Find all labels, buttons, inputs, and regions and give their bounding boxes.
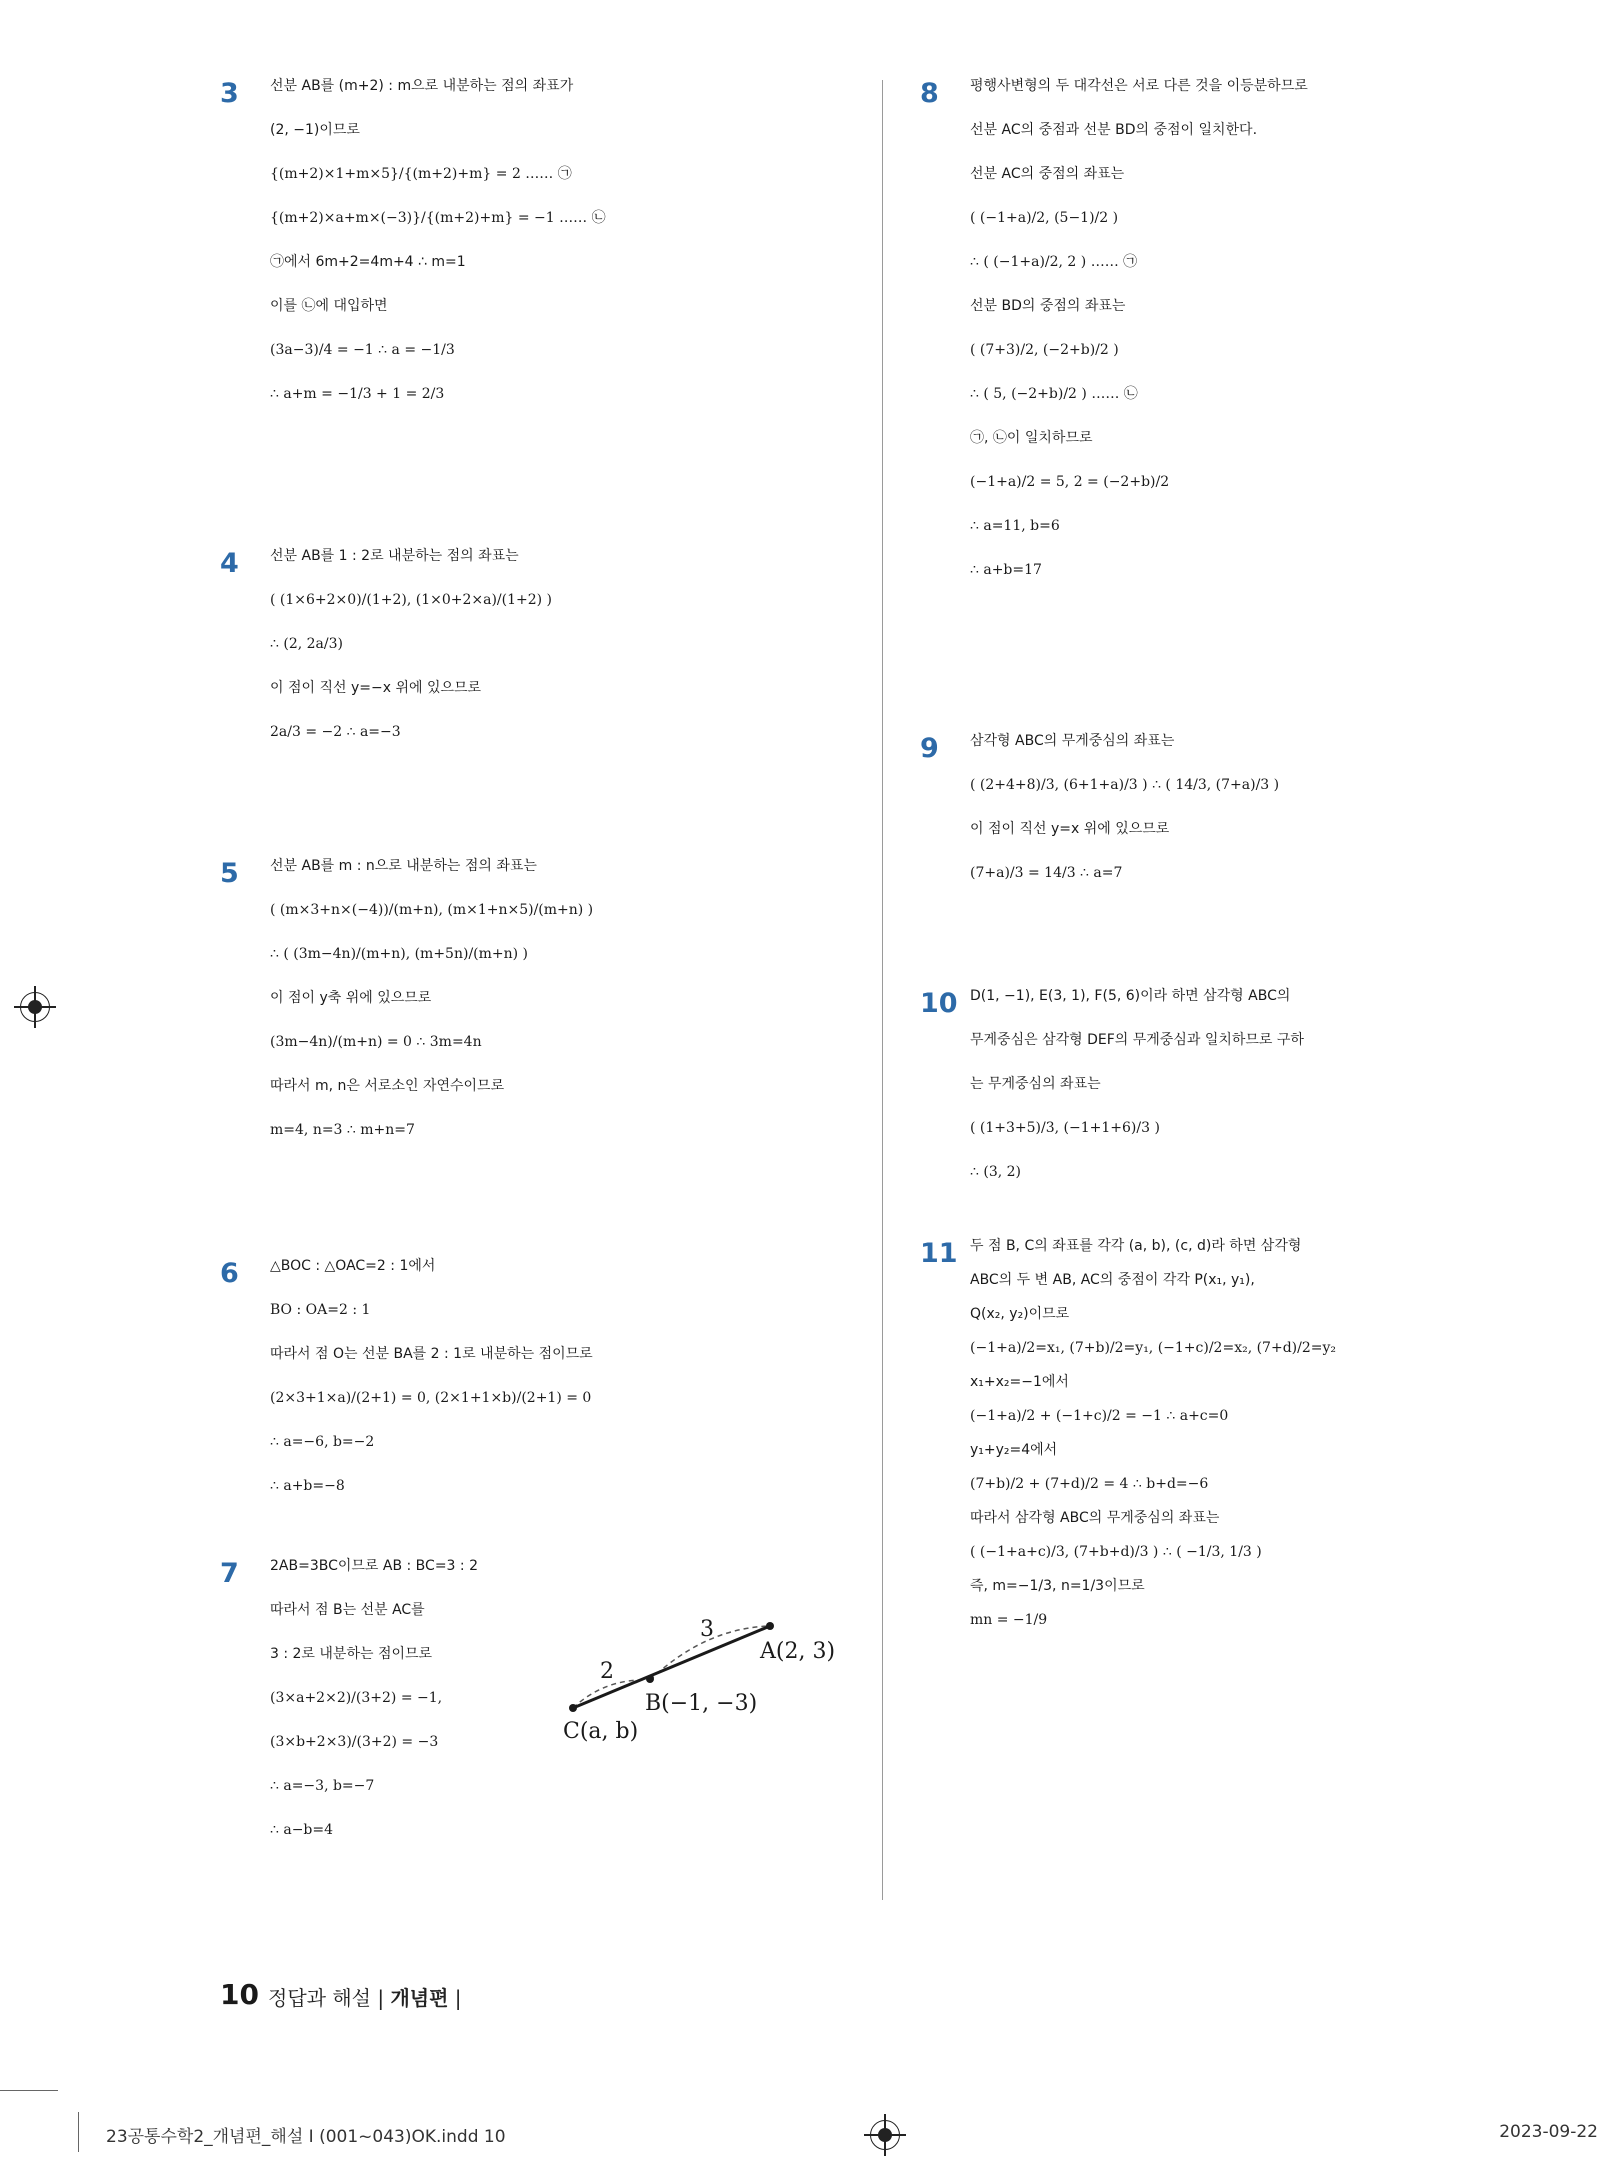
solution-line: ∴ a−b=4 <box>270 1822 334 1838</box>
problem-solution <box>270 858 860 1166</box>
solution-line: (7+b)/2 + (7+d)/2 = 4 ∴ b+d=−6 <box>970 1476 1209 1492</box>
solution-line: 따라서 삼각형 ABC의 무게중심의 좌표는 <box>970 1510 1220 1526</box>
solution-line: 는 무게중심의 좌표는 <box>970 1076 1101 1092</box>
solution-line: (3a−3)/4 = −1 ∴ a = −1/3 <box>270 342 455 358</box>
problem-solution <box>970 988 1560 1208</box>
label-point-b: B(−1, −3) <box>645 1691 758 1716</box>
solution-line: 따라서 점 O는 선분 BA를 2 : 1로 내분하는 점이므로 <box>270 1346 593 1362</box>
solution-line: (−1+a)/2=x₁, (7+b)/2=y₁, (−1+c)/2=x₂, (7+d)/2=y₂ <box>970 1340 1336 1356</box>
solution-line: Q(x₂, y₂)이므로 <box>970 1306 1070 1322</box>
solution-line: 선분 AC의 중점의 좌표는 <box>970 166 1125 182</box>
solution-line: BO : OA=2 : 1 <box>270 1302 371 1318</box>
solution-line: ( (1+3+5)/3, (−1+1+6)/3 ) <box>970 1120 1160 1136</box>
solution-line: 선분 BD의 중점의 좌표는 <box>970 298 1126 314</box>
problem-solution <box>270 1258 860 1522</box>
page-number: 10 <box>220 1978 259 2011</box>
solution-line: (−1+a)/2 + (−1+c)/2 = −1 ∴ a+c=0 <box>970 1408 1229 1424</box>
solution-line: 평행사변형의 두 대각선은 서로 다른 것을 이등분하므로 <box>970 78 1308 94</box>
slug-date: 2023-09-22 <box>1499 2122 1598 2142</box>
ratio-label-3: 3 <box>700 1617 714 1642</box>
solution-line: (2×3+1×a)/(2+1) = 0, (2×1+1×b)/(2+1) = 0 <box>270 1390 592 1406</box>
solution-line: ABC의 두 변 AB, AC의 중점이 각각 P(x₁, y₁), <box>970 1272 1255 1288</box>
problem-solution <box>970 733 1560 909</box>
footer-label: 정답과 해설 | 개념편 | <box>268 1986 462 2010</box>
solution-line: ∴ a=−3, b=−7 <box>270 1778 375 1794</box>
solution-line: 이 점이 직선 y=−x 위에 있으므로 <box>270 680 482 696</box>
problem-number: 3 <box>220 78 239 109</box>
footer-title: 정답과 해설 <box>268 1986 371 2010</box>
problem-solution <box>270 548 860 768</box>
point-c <box>569 1704 577 1712</box>
slug-filename: 23공통수학2_개념편_해설 I (001~043)OK.indd 10 <box>106 2127 506 2147</box>
solution-line: ∴ a=−6, b=−2 <box>270 1434 375 1450</box>
solution-line: x₁+x₂=−1에서 <box>970 1374 1069 1390</box>
segment-diagram <box>555 1608 855 1748</box>
registration-mark-icon <box>870 2120 900 2150</box>
solution-line: y₁+y₂=4에서 <box>970 1442 1058 1458</box>
footer-section: 개념편 <box>390 1986 449 2010</box>
column-divider <box>882 80 883 1900</box>
solution-line: 선분 AB를 m : n으로 내분하는 점의 좌표는 <box>270 858 537 874</box>
solution-line: ( (1×6+2×0)/(1+2), (1×0+2×a)/(1+2) ) <box>270 592 553 608</box>
solution-line: ∴ a=11, b=6 <box>970 518 1060 534</box>
label-point-c: C(a, b) <box>563 1719 639 1744</box>
solution-line: (7+a)/3 = 14/3 ∴ a=7 <box>970 865 1123 881</box>
solution-line: 무게중심은 삼각형 DEF의 무게중심과 일치하므로 구하 <box>970 1032 1304 1048</box>
solution-line: 이 점이 y축 위에 있으므로 <box>270 990 432 1006</box>
problem-number: 10 <box>920 988 958 1019</box>
solution-line: ∴ a+m = −1/3 + 1 = 2/3 <box>270 386 445 402</box>
problem-number: 5 <box>220 858 239 889</box>
solution-line: ∴ (2, 2a/3) <box>270 636 343 652</box>
solution-line: (2, −1)이므로 <box>270 122 360 138</box>
solution-line: 두 점 B, C의 좌표를 각각 (a, b), (c, d)라 하면 삼각형 <box>970 1238 1302 1254</box>
problem-number: 11 <box>920 1238 958 1269</box>
solution-line: ㉠에서 6m+2=4m+4 ∴ m=1 <box>270 254 466 270</box>
problem-solution <box>970 78 1560 606</box>
problem-number: 4 <box>220 548 239 579</box>
solution-line: (3×a+2×2)/(3+2) = −1, <box>270 1690 443 1706</box>
solution-line: D(1, −1), E(3, 1), F(5, 6)이라 하면 삼각형 ABC의 <box>970 988 1291 1004</box>
registration-mark-icon <box>20 992 50 1022</box>
solution-line: 3 : 2로 내분하는 점이므로 <box>270 1646 433 1662</box>
slug-rule <box>0 2090 58 2091</box>
problem-number: 8 <box>920 78 939 109</box>
solution-line: m=4, n=3 ∴ m+n=7 <box>270 1122 415 1138</box>
problem-solution <box>970 1238 1560 1646</box>
problem-solution <box>270 78 860 430</box>
solution-line: ( (2+4+8)/3, (6+1+a)/3 ) ∴ ( 14/3, (7+a)/3 ) <box>970 777 1280 793</box>
solution-line: ∴ (3, 2) <box>970 1164 1021 1180</box>
solution-line: (−1+a)/2 = 5, 2 = (−2+b)/2 <box>970 474 1170 490</box>
solution-line: (3m−4n)/(m+n) = 0 ∴ 3m=4n <box>270 1034 482 1050</box>
solution-line: 선분 AB를 1 : 2로 내분하는 점의 좌표는 <box>270 548 519 564</box>
solution-line: ( (−1+a)/2, (5−1)/2 ) <box>970 210 1119 226</box>
solution-line: (3×b+2×3)/(3+2) = −3 <box>270 1734 439 1750</box>
solution-line: ( (7+3)/2, (−2+b)/2 ) <box>970 342 1119 358</box>
solution-line: △BOC : △OAC=2 : 1에서 <box>270 1258 436 1274</box>
solution-line: ∴ a+b=−8 <box>270 1478 345 1494</box>
solution-line: {(m+2)×1+m×5}/{(m+2)+m} = 2 …… ㉠ <box>270 166 572 182</box>
solution-line: 선분 AC의 중점과 선분 BD의 중점이 일치한다. <box>970 122 1258 138</box>
solution-line: 선분 AB를 (m+2) : m으로 내분하는 점의 좌표가 <box>270 78 574 94</box>
solution-line: 2AB=3BC이므로 AB : BC=3 : 2 <box>270 1558 478 1574</box>
problem-number: 9 <box>920 733 939 764</box>
solution-line: 2a/3 = −2 ∴ a=−3 <box>270 724 401 740</box>
label-point-a: A(2, 3) <box>760 1639 836 1664</box>
solution-line: ㉠, ㉡이 일치하므로 <box>970 430 1093 446</box>
point-b <box>646 1675 654 1683</box>
problem-number: 7 <box>220 1558 239 1589</box>
solution-line: 따라서 점 B는 선분 AC를 <box>270 1602 425 1618</box>
solution-line: ∴ ( (3m−4n)/(m+n), (m+5n)/(m+n) ) <box>270 946 529 962</box>
solution-line: mn = −1/9 <box>970 1612 1048 1628</box>
solution-line: 이를 ㉡에 대입하면 <box>270 298 388 314</box>
ratio-label-2: 2 <box>600 1659 614 1684</box>
solution-line: 이 점이 직선 y=x 위에 있으므로 <box>970 821 1170 837</box>
solution-line: {(m+2)×a+m×(−3)}/{(m+2)+m} = −1 …… ㉡ <box>270 210 606 226</box>
problem-number: 6 <box>220 1258 239 1289</box>
slug-crop-mark <box>78 2112 79 2152</box>
solution-line: ( (−1+a+c)/3, (7+b+d)/3 ) ∴ ( −1/3, 1/3 ) <box>970 1544 1262 1560</box>
solution-line: 따라서 m, n은 서로소인 자연수이므로 <box>270 1078 505 1094</box>
solution-line: ∴ a+b=17 <box>970 562 1042 578</box>
solution-line: 즉, m=−1/3, n=1/3이므로 <box>970 1578 1145 1594</box>
point-a <box>766 1622 774 1630</box>
solution-line: 삼각형 ABC의 무게중심의 좌표는 <box>970 733 1175 749</box>
solution-line: ( (m×3+n×(−4))/(m+n), (m×1+n×5)/(m+n) ) <box>270 902 594 918</box>
solution-line: ∴ ( 5, (−2+b)/2 ) …… ㉡ <box>970 386 1138 402</box>
solution-line: ∴ ( (−1+a)/2, 2 ) …… ㉠ <box>970 254 1138 270</box>
